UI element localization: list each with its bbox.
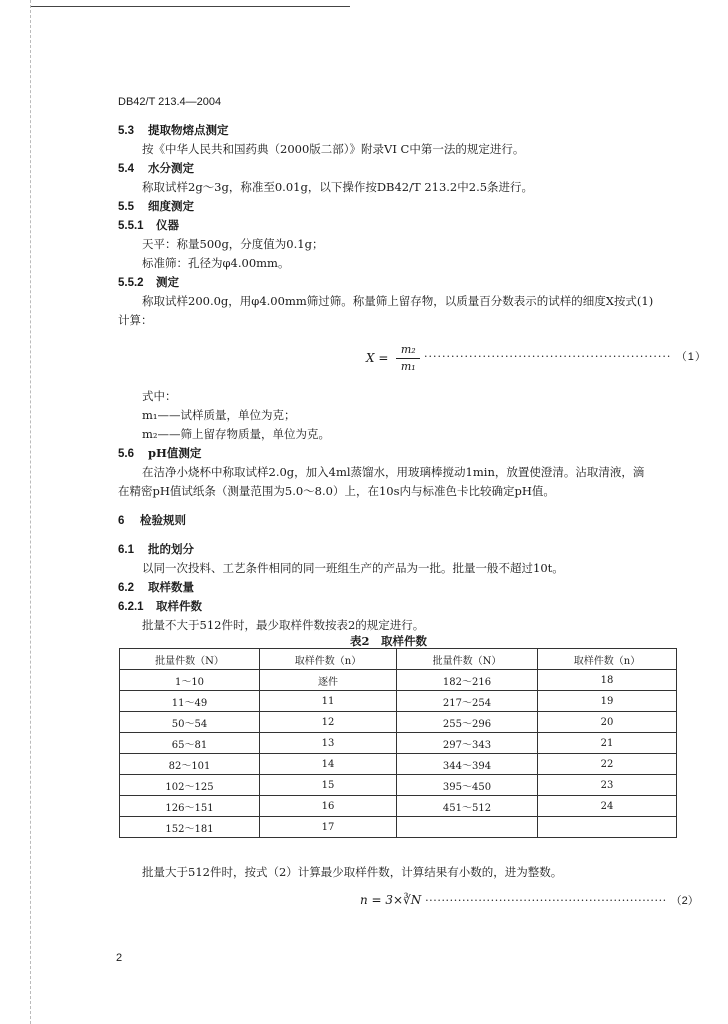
table-row bbox=[120, 712, 677, 733]
para-5-3: 按《中华人民共和国药典（2000版二部）》附录VI C中第一法的规定进行。 bbox=[142, 142, 525, 156]
table-cell: 255～296 bbox=[397, 712, 538, 733]
para-6-1: 以同一次投料、工艺条件相同的同一班组生产的产品为一批。批量一般不超过10t。 bbox=[142, 561, 564, 575]
heading-6-2: 6.2 取样数量 bbox=[118, 580, 194, 594]
heading-5-4: 5.4 水分测定 bbox=[118, 161, 194, 175]
denominator: m₁ bbox=[400, 360, 416, 373]
heading-6-1: 6.1 批的划分 bbox=[118, 542, 194, 556]
para-calc: 计算： bbox=[118, 313, 153, 327]
formula-1-leader: ······················································· （1） bbox=[424, 350, 707, 363]
table-cell: 182～216 bbox=[397, 670, 538, 691]
table-cell: 451～512 bbox=[397, 796, 538, 817]
table-cell: 126～151 bbox=[120, 796, 260, 817]
heading-5-3: 5.3 提取物熔点测定 bbox=[118, 123, 229, 137]
top-rule bbox=[30, 6, 350, 7]
table-cell: 12 bbox=[260, 712, 397, 733]
table-cell: 15 bbox=[260, 775, 397, 796]
where-item-2: m₂——筛上留存物质量，单位为克。 bbox=[142, 427, 331, 441]
numerator: m₂ bbox=[400, 343, 416, 356]
page-number: 2 bbox=[116, 952, 123, 964]
table-cell: 50～54 bbox=[120, 712, 260, 733]
table-cell: 23 bbox=[538, 775, 677, 796]
table-row bbox=[120, 775, 677, 796]
table-cell: 22 bbox=[538, 754, 677, 775]
table-header-cell: 批量件数（N） bbox=[120, 649, 260, 670]
table-cell: 1～10 bbox=[120, 670, 260, 691]
table-cell: 82～101 bbox=[120, 754, 260, 775]
table-header-cell: 批量件数（N） bbox=[397, 649, 538, 670]
heading-5-5-2: 5.5.2 测定 bbox=[118, 275, 179, 289]
binding-edge bbox=[30, 0, 31, 1024]
para-balance: 天平：称量500g，分度值为0.1g； bbox=[142, 237, 324, 251]
formula-1: X = $\frac{\text{m₂}}{\text{m₁}}$ bbox=[366, 342, 420, 375]
table-cell: 11～49 bbox=[120, 691, 260, 712]
table-cell: 20 bbox=[538, 712, 677, 733]
table-row bbox=[120, 733, 677, 754]
table-cell: 102～125 bbox=[120, 775, 260, 796]
table-cell: 65～81 bbox=[120, 733, 260, 754]
para-5-6-a: 在洁净小烧杯中称取试样2.0g，加入4ml蒸馏水，用玻璃棒搅动1min，放置使澄清。沾取清液，滴 bbox=[142, 465, 645, 479]
table-cell: 344～394 bbox=[397, 754, 538, 775]
table-cell: 17 bbox=[260, 817, 397, 838]
table-cell: 19 bbox=[538, 691, 677, 712]
para-6-2-1: 批量不大于512件时，最少取样件数按表2的规定进行。 bbox=[142, 618, 425, 632]
table-cell: 21 bbox=[538, 733, 677, 754]
table-row bbox=[120, 691, 677, 712]
para-5-6-b: 在精密pH值试纸条（测量范围为5.0～8.0）上，在10s内与标准色卡比较确定pH值。 bbox=[118, 484, 555, 498]
table-cell: 18 bbox=[538, 670, 677, 691]
table-row bbox=[120, 796, 677, 817]
table-header-row bbox=[120, 649, 677, 670]
formula-2: n = 3×∛N ··························································· （2） bbox=[360, 893, 699, 907]
table-cell: 217～254 bbox=[397, 691, 538, 712]
heading-5-5: 5.5 细度测定 bbox=[118, 199, 194, 213]
para-5-5-2: 称取试样200.0g，用φ4.00mm筛过筛。称量筛上留存物，以质量百分数表示的试样的细度X按式(1) bbox=[142, 294, 654, 308]
heading-5-6: 5.6 pH值测定 bbox=[118, 446, 202, 460]
heading-5-5-1: 5.5.1 仪器 bbox=[118, 218, 179, 232]
table-header-cell: 取样件数（n） bbox=[538, 649, 677, 670]
doc-header: DB42/T 213.4—2004 bbox=[118, 96, 222, 108]
table-cell: 14 bbox=[260, 754, 397, 775]
where-label: 式中： bbox=[142, 389, 177, 403]
table-cell bbox=[397, 817, 538, 838]
table-row bbox=[120, 817, 677, 838]
table-row bbox=[120, 670, 677, 691]
table-cell bbox=[538, 817, 677, 838]
table-cell: 16 bbox=[260, 796, 397, 817]
table-cell: 297～343 bbox=[397, 733, 538, 754]
table-cell: 395～450 bbox=[397, 775, 538, 796]
para-sieve: 标准筛：孔径为φ4.00mm。 bbox=[142, 256, 290, 270]
table-cell: 24 bbox=[538, 796, 677, 817]
para-5-4: 称取试样2g～3g，称准至0.01g，以下操作按DB42/T 213.2中2.5条进行。 bbox=[142, 180, 534, 194]
table-cell: 逐件 bbox=[260, 670, 397, 691]
para-after-table: 批量大于512件时，按式（2）计算最少取样件数，计算结果有小数的，进为整数。 bbox=[142, 865, 563, 879]
heading-6: 6 检验规则 bbox=[118, 513, 186, 527]
table-caption: 表2 取样件数 bbox=[350, 634, 428, 648]
table-row bbox=[120, 754, 677, 775]
table-cell: 11 bbox=[260, 691, 397, 712]
where-item-1: m₁——试样质量，单位为克； bbox=[142, 408, 296, 422]
table-cell: 13 bbox=[260, 733, 397, 754]
table-header-cell: 取样件数（n） bbox=[260, 649, 397, 670]
heading-6-2-1: 6.2.1 取样件数 bbox=[118, 599, 202, 613]
sampling-table bbox=[119, 648, 677, 838]
table-cell: 152～181 bbox=[120, 817, 260, 838]
